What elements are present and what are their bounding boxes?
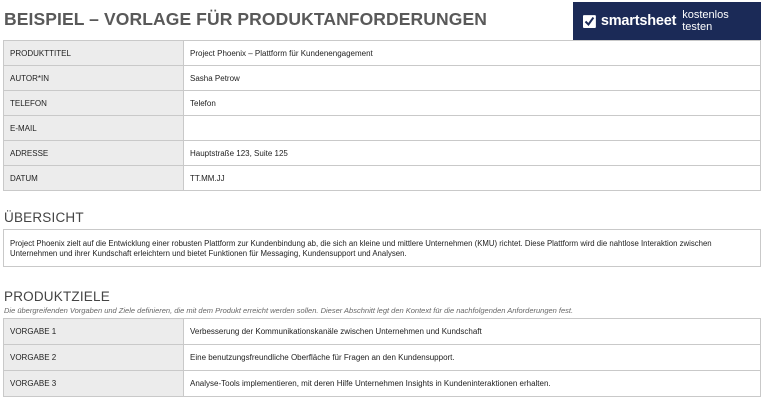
table-row [4,91,761,116]
table-row [4,66,761,91]
row-label-email: E-MAIL [4,116,184,141]
smartsheet-trial-button[interactable] [573,2,761,40]
goal-label-1: VORGABE 1 [4,319,184,345]
trial-label: kostenlos testen [682,9,729,33]
row-value-product-title[interactable]: Project Phoenix – Plattform für Kundenengagement [184,41,761,66]
goals-heading: PRODUKTZIELE [4,289,110,304]
table-row [4,166,761,191]
page-title: BEISPIEL – VORLAGE FÜR PRODUKTANFORDERUNGEN [4,9,487,29]
goal-value-3[interactable]: Analyse-Tools implementieren, mit deren Hilfe Unternehmen Insights in Kundeninteraktionen erhalten. [184,371,761,397]
goals-subtitle: Die übergreifenden Vorgaben und Ziele definieren, die mit dem Produkt erreicht werden sollen. Dieser Abschnitt legt den Kontext für die nachfolgenden Anforderungen fest. [4,306,574,315]
goal-label-2: VORGABE 2 [4,345,184,371]
goal-label-3: VORGABE 3 [4,371,184,397]
row-label-author: AUTOR*IN [4,66,184,91]
row-value-email[interactable] [184,116,761,141]
row-label-address: ADRESSE [4,141,184,166]
product-info-table [3,40,761,191]
row-value-author[interactable]: Sasha Petrow [184,66,761,91]
goals-table [3,318,761,397]
smartsheet-check-icon [583,15,596,28]
table-row [4,116,761,141]
row-value-date[interactable]: TT.MM.JJ [184,166,761,191]
row-value-address[interactable]: Hauptstraße 123, Suite 125 [184,141,761,166]
row-label-date: DATUM [4,166,184,191]
overview-text[interactable]: Project Phoenix zielt auf die Entwicklung einer robusten Plattform zur Kundenbindung ab, die sich an kleine und mittlere Unternehmen (KMU) richtet. Diese Plattform wird die nahtlose Interaktion zwischen Unternehmen und ihrer Kundschaft erleichtern und bietet Funktionen für Messaging, Kundensupport und Analysen. [3,229,761,267]
table-row [4,345,761,371]
goal-value-1[interactable]: Verbesserung der Kommunikationskanäle zwischen Unternehmen und Kundschaft [184,319,761,345]
goal-value-2[interactable]: Eine benutzungsfreundliche Oberfläche für Fragen an den Kundensupport. [184,345,761,371]
table-row [4,141,761,166]
overview-heading: ÜBERSICHT [4,210,84,225]
row-value-phone[interactable]: Telefon [184,91,761,116]
row-label-product-title: PRODUKTTITEL [4,41,184,66]
table-row [4,371,761,397]
smartsheet-brand: smartsheet [600,13,677,29]
table-row [4,41,761,66]
row-label-phone: TELEFON [4,91,184,116]
table-row [4,319,761,345]
